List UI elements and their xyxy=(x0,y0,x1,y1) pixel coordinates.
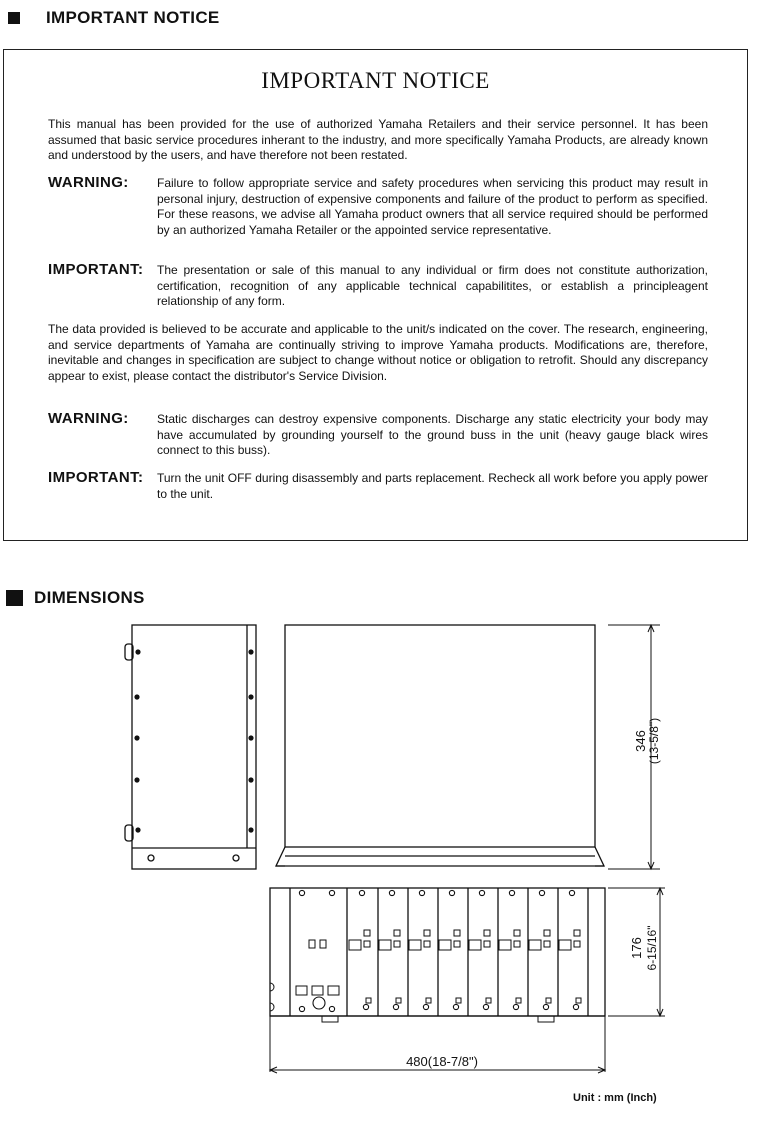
intro-paragraph: This manual has been provided for the use of authorized Yamaha Retailers and their service personnel. It has been assumed that basic service procedures inherant to the industry, and more specifically Yamaha Products, are already known and understood by the users, and have therefore not been restated. xyxy=(48,117,708,162)
notice-box-title: IMPORTANT NOTICE xyxy=(261,68,490,93)
data-paragraph: The data provided is believed to be accurate and applicable to the unit/s indicated on the cover. The research, engineering, and service departments of Yamaha are continually striving to improve Yamaha products. Modifications are, therefore, inevitable and changes in specification are subject to change without notice or obligation to retrofit. Should any discrepancy appear to exist, please contact the distributor's Service Division. xyxy=(48,322,708,383)
important-label-2: IMPORTANT: xyxy=(48,469,144,486)
front-view xyxy=(270,888,665,1073)
notice-section-heading: IMPORTANT NOTICE xyxy=(46,8,220,27)
top-view xyxy=(276,625,660,869)
warning-text-1: Failure to follow appropriate service and safety procedures when servicing this product may result in personal injury, destruction of expensive components and failure of the product to perform as specified. For these reasons, we advise all Yamaha product owners that all service required should be performed by an authorized Yamaha Retailer or the appointed service representative. xyxy=(157,176,708,237)
important-label-1: IMPORTANT: xyxy=(48,261,144,278)
important-text-1: The presentation or sale of this manual to any individual or firm does not constitute authorization, certification, recognition of any applicable technical capabilitites, or establish a principleagent relationship of any form. xyxy=(157,263,708,308)
dimensions-section-heading: DIMENSIONS xyxy=(34,588,145,607)
height-inch-label: 6-15/16" xyxy=(645,925,659,971)
unit-label: Unit : mm (Inch) xyxy=(573,1092,657,1104)
warning-label-1: WARNING: xyxy=(48,174,129,191)
important-text-2: Turn the unit OFF during disassembly and parts replacement. Recheck all work before you apply power to the unit. xyxy=(157,471,708,501)
height-mm-label: 176 xyxy=(629,937,644,959)
depth-inch-label: (13-5/8") xyxy=(647,717,661,765)
warning-text-2: Static discharges can destroy expensive components. Discharge any static electricity your body may have accumulated by grounding yourself to the ground buss in the unit (heavy gauge black wires connect to this buss). xyxy=(157,412,708,457)
side-view xyxy=(125,625,256,869)
warning-label-2: WARNING: xyxy=(48,410,129,427)
depth-mm-label: 346 xyxy=(633,730,648,752)
width-label: 480(18-7/8") xyxy=(406,1054,478,1069)
